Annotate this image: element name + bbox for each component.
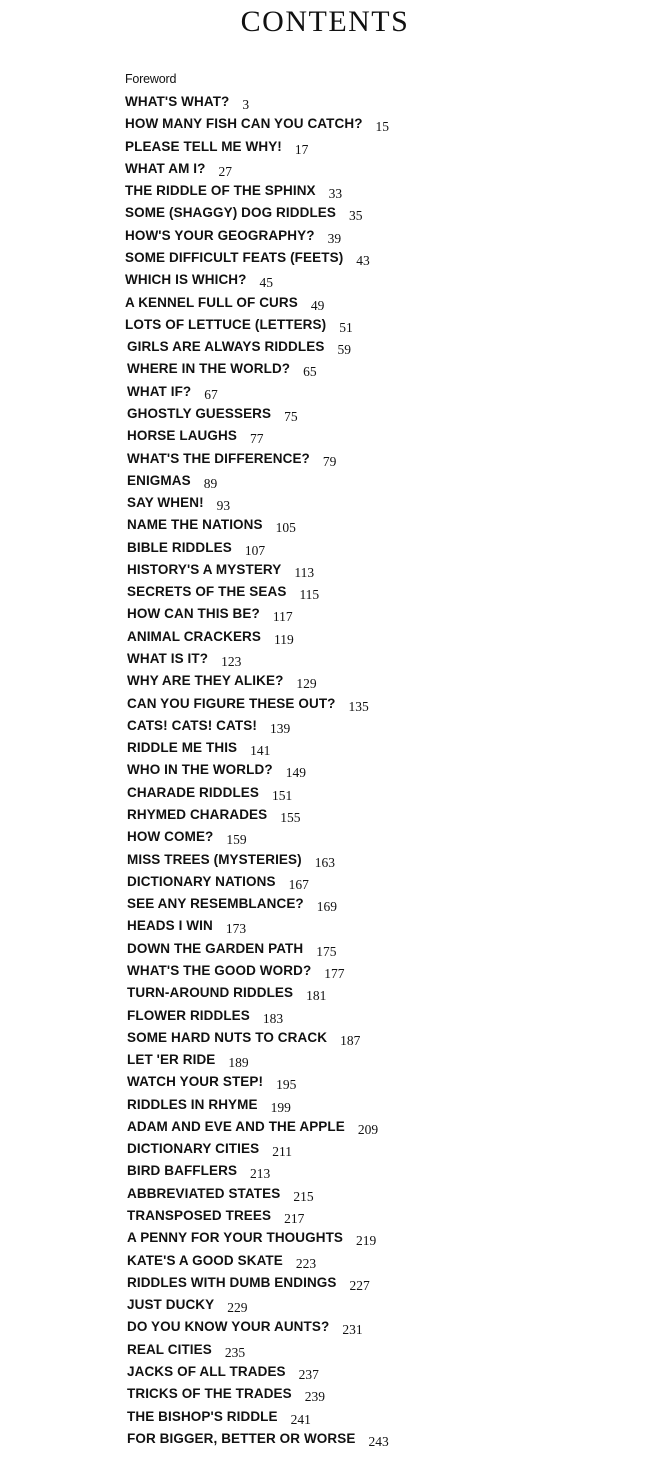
toc-entry (127, 738, 270, 758)
toc-entry-page-number: 105 (275, 520, 296, 536)
toc-entry-title: WHERE IN THE WORLD? (127, 361, 291, 377)
toc-entry-title: CATS! CATS! CATS! (127, 717, 257, 733)
toc-entry (127, 382, 218, 402)
toc-entry-title: BIRD BAFFLERS (127, 1163, 238, 1179)
toc-entry-page-number: 167 (288, 876, 309, 892)
toc-entry (127, 337, 351, 357)
toc-entry (125, 203, 363, 223)
toc-entry (127, 694, 369, 714)
toc-entry-title: GHOSTLY GUESSERS (127, 405, 272, 421)
toc-entry-page-number: 189 (228, 1055, 249, 1070)
toc-entry-title: HOW COME? (127, 829, 214, 845)
toc-entry-page-number: 231 (342, 1322, 363, 1338)
toc-entry-page-number: 213 (250, 1166, 271, 1182)
toc-entry (125, 114, 389, 134)
toc-entry-title: WHAT'S WHAT? (125, 94, 230, 109)
toc-entry-title: CHARADE RIDDLES (127, 784, 260, 800)
toc-entry (125, 248, 370, 268)
toc-entry-page-number: 135 (348, 698, 369, 714)
toc-entry (127, 872, 309, 892)
toc-entry (127, 493, 230, 513)
toc-entry-page-number: 195 (276, 1077, 297, 1093)
toc-entry-page-number: 113 (294, 564, 315, 580)
toc-entry (125, 92, 249, 112)
toc-entry (127, 961, 345, 981)
toc-entry-page-number: 67 (204, 386, 218, 402)
toc-entry-title: WHY ARE THEY ALIKE? (127, 673, 284, 689)
toc-entry (127, 1050, 249, 1070)
toc-entry-page-number: 211 (272, 1144, 292, 1160)
toc-entry (127, 515, 296, 535)
toc-entry-title: REAL CITIES (127, 1341, 212, 1357)
toc-entry (127, 604, 293, 624)
toc-entry-title: JUST DUCKY (127, 1297, 215, 1313)
toc-entry-page-number: 107 (244, 542, 266, 558)
toc-entry-title: TRICKS OF THE TRADES (127, 1386, 292, 1402)
toc-entry (127, 827, 247, 847)
toc-entry (127, 1139, 292, 1159)
toc-entry-page-number: 241 (290, 1411, 311, 1427)
toc-entry-page-number: 173 (225, 921, 247, 937)
toc-entry-title: BIBLE RIDDLES (127, 539, 232, 555)
toc-entry (127, 426, 263, 446)
toc-entry-page-number: 51 (339, 319, 353, 335)
toc-entry-title: WHAT IF? (127, 383, 192, 399)
toc-entry-title: LET 'ER RIDE (127, 1052, 216, 1067)
toc-entry-title: WHAT'S THE GOOD WORD? (127, 962, 312, 978)
toc-entry (127, 649, 241, 669)
toc-entry (127, 404, 298, 424)
toc-entry-title: DO YOU KNOW YOUR AUNTS? (127, 1319, 330, 1335)
toc-entry-page-number: 149 (285, 765, 306, 781)
toc-entry (127, 1006, 283, 1026)
toc-entry-page-number: 115 (299, 587, 320, 603)
toc-entry-title: RHYMED CHARADES (127, 807, 268, 822)
toc-entry-title: HISTORY'S A MYSTERY (127, 561, 282, 577)
toc-entry (127, 1095, 291, 1115)
toc-entry (125, 226, 341, 246)
toc-entry-title: RIDDLES IN RHYME (127, 1096, 258, 1112)
toc-entry-page-number: 65 (303, 364, 317, 380)
toc-entry-page-number: 75 (284, 408, 298, 424)
toc-entry-page-number: 215 (293, 1188, 314, 1204)
toc-entry (127, 471, 217, 491)
toc-entry-page-number: 183 (262, 1010, 284, 1026)
toc-entry-page-number: 163 (314, 854, 335, 870)
toc-entry (127, 1228, 376, 1248)
toc-entry-page-number: 229 (227, 1300, 248, 1316)
toc-entry (125, 270, 273, 290)
toc-entry-page-number: 33 (328, 186, 343, 202)
page-title: CONTENTS (240, 5, 410, 39)
toc-entry-title: RIDDLE ME THIS (127, 740, 238, 756)
toc-entry (127, 560, 314, 580)
toc-entry (127, 359, 317, 379)
toc-entry (127, 1340, 245, 1360)
toc-entry-page-number: 59 (337, 342, 351, 358)
toc-entry (127, 671, 317, 691)
toc-entry-title: SOME HARD NUTS TO CRACK (127, 1029, 328, 1045)
toc-entry-title: RIDDLES WITH DUMB ENDINGS (127, 1274, 337, 1290)
toc-entry-page-number: 227 (349, 1277, 370, 1293)
toc-entry-title: SEE ANY RESEMBLANCE? (127, 896, 304, 912)
toc-entry (127, 1161, 270, 1181)
toc-entry-title: SOME DIFFICULT FEATS (FEETS) (125, 250, 344, 265)
toc-entry-title: A KENNEL FULL OF CURS (125, 294, 298, 310)
toc-entry-title: FOR BIGGER, BETTER OR WORSE (127, 1430, 356, 1446)
toc-entry-title: THE BISHOP'S RIDDLE (127, 1408, 278, 1424)
toc-entry (125, 137, 308, 157)
toc-entry (127, 894, 337, 914)
toc-entry-title: DICTIONARY NATIONS (127, 873, 276, 889)
toc-entry-title: HEADS I WIN (127, 918, 213, 934)
toc-entry-title: FLOWER RIDDLES (127, 1007, 250, 1023)
toc-entry-title: CAN YOU FIGURE THESE OUT? (127, 695, 336, 711)
toc-entry-page-number: 169 (316, 899, 338, 915)
toc-entry (127, 1317, 363, 1337)
toc-entry (127, 1028, 360, 1048)
toc-entry-title: WATCH YOUR STEP! (127, 1074, 264, 1090)
toc-entry-page-number: 239 (304, 1389, 326, 1405)
toc-entry-page-number: 45 (259, 275, 273, 291)
toc-entry-page-number: 219 (356, 1233, 377, 1249)
toc-entry-page-number: 117 (272, 609, 293, 625)
toc-entry-page-number: 43 (356, 253, 370, 268)
toc-entry (127, 1206, 304, 1226)
toc-entry-page-number: 79 (322, 453, 337, 469)
toc-entry-title: LOTS OF LETTUCE (LETTERS) (125, 316, 327, 332)
toc-entry (127, 1295, 248, 1315)
toc-entry-title: ENIGMAS (127, 472, 191, 488)
toc-entry-title: SOME (SHAGGY) DOG RIDDLES (125, 205, 337, 221)
toc-entry (127, 760, 306, 780)
toc-entry (125, 159, 232, 179)
toc-entry-title: PLEASE TELL ME WHY! (125, 138, 282, 154)
toc-entry (127, 1251, 316, 1271)
toc-entry-page-number: 187 (340, 1032, 361, 1048)
toc-entry-title: A PENNY FOR YOUR THOUGHTS (127, 1230, 344, 1246)
toc-entry-title: ANIMAL CRACKERS (127, 628, 262, 644)
toc-entry-title: ADAM AND EVE AND THE APPLE (127, 1118, 345, 1134)
toc-entry (127, 850, 335, 870)
toc-entry (127, 1184, 314, 1204)
toc-entry-page-number: 199 (270, 1099, 291, 1115)
toc-entry-page-number: 15 (375, 119, 390, 135)
toc-entry-title: WHICH IS WHICH? (125, 272, 247, 288)
toc-entry-title: DOWN THE GARDEN PATH (127, 940, 304, 956)
toc-entry-title: HOW CAN THIS BE? (127, 606, 260, 622)
toc-entry-page-number: 175 (316, 943, 337, 959)
toc-entry-title: ABBREVIATED STATES (127, 1185, 281, 1201)
toc-entry (125, 315, 353, 335)
toc-entry-page-number: 39 (327, 230, 342, 246)
toc-entry (127, 916, 246, 936)
toc-entry (127, 783, 292, 803)
toc-entry-page-number: 17 (294, 141, 309, 157)
toc-entry (127, 1072, 296, 1092)
toc-entry-page-number: 129 (296, 676, 317, 692)
toc-entry (127, 627, 294, 647)
toc-entry-title: NAME THE NATIONS (127, 517, 263, 533)
toc-entry (127, 449, 336, 469)
toc-entry-title: THE RIDDLE OF THE SPHINX (125, 183, 316, 199)
toc-entry-page-number: 141 (250, 743, 271, 759)
toc-entry-page-number: 123 (221, 654, 242, 669)
toc-entry-page-number: 217 (284, 1211, 305, 1226)
toc-entry-page-number: 93 (216, 498, 231, 513)
toc-entry-page-number: 119 (274, 631, 294, 647)
toc-entry-title: DICTIONARY CITIES (127, 1141, 260, 1157)
foreword-label: Foreword (125, 72, 177, 86)
toc-entry-title: HOW MANY FISH CAN YOU CATCH? (125, 116, 363, 132)
toc-entry-title: WHAT'S THE DIFFERENCE? (127, 450, 310, 466)
toc-entry-page-number: 237 (298, 1367, 319, 1382)
toc-entry-page-number: 89 (203, 475, 218, 491)
toc-entry-title: WHAT IS IT? (127, 651, 209, 666)
toc-entry-title: JACKS OF ALL TRADES (127, 1364, 286, 1379)
toc-entry-title: MISS TREES (MYSTERIES) (127, 851, 302, 867)
toc-entry (127, 939, 337, 959)
toc-entry-page-number: 223 (295, 1255, 317, 1271)
toc-entry-title: TRANSPOSED TREES (127, 1208, 272, 1223)
toc-entry (125, 181, 342, 201)
toc-entry-page-number: 155 (280, 810, 301, 825)
toc-entry-title: WHAT AM I? (125, 160, 206, 176)
toc-entry-title: WHO IN THE WORLD? (127, 762, 273, 778)
toc-entry-title: SAY WHEN! (127, 495, 204, 510)
toc-entry (127, 1429, 389, 1449)
toc-entry-page-number: 209 (357, 1121, 379, 1137)
toc-entry-page-number: 49 (310, 297, 325, 313)
toc-entry (127, 805, 301, 825)
toc-entry-page-number: 35 (349, 208, 363, 224)
toc-entry (127, 582, 319, 602)
toc-entry-page-number: 243 (368, 1433, 389, 1449)
toc-entry-title: SECRETS OF THE SEAS (127, 584, 287, 600)
toc-entry-title: KATE'S A GOOD SKATE (127, 1252, 283, 1268)
toc-entry-page-number: 77 (249, 431, 264, 447)
toc-entry-page-number: 27 (218, 163, 232, 179)
toc-entry-page-number: 139 (269, 720, 291, 736)
toc-entry (127, 716, 290, 736)
toc-entry-page-number: 3 (242, 97, 250, 112)
toc-entry (127, 983, 326, 1003)
toc-entry (127, 1362, 319, 1382)
toc-entry-title: GIRLS ARE ALWAYS RIDDLES (127, 339, 325, 355)
toc-entry (127, 1384, 325, 1404)
toc-entry-title: HORSE LAUGHS (127, 428, 237, 444)
toc-entry-page-number: 151 (272, 787, 293, 803)
toc-entry-title: HOW'S YOUR GEOGRAPHY? (125, 227, 315, 243)
toc-entry (127, 1273, 370, 1293)
toc-entry-page-number: 159 (226, 832, 247, 848)
toc-entry (127, 1117, 378, 1137)
toc-entry (125, 293, 324, 313)
toc-entry-page-number: 235 (224, 1344, 246, 1360)
toc-entry (127, 538, 265, 558)
toc-entry (127, 1407, 311, 1427)
toc-entry-page-number: 177 (324, 965, 345, 981)
toc-entry-page-number: 181 (306, 988, 327, 1004)
toc-entry-title: TURN-AROUND RIDDLES (127, 985, 294, 1001)
